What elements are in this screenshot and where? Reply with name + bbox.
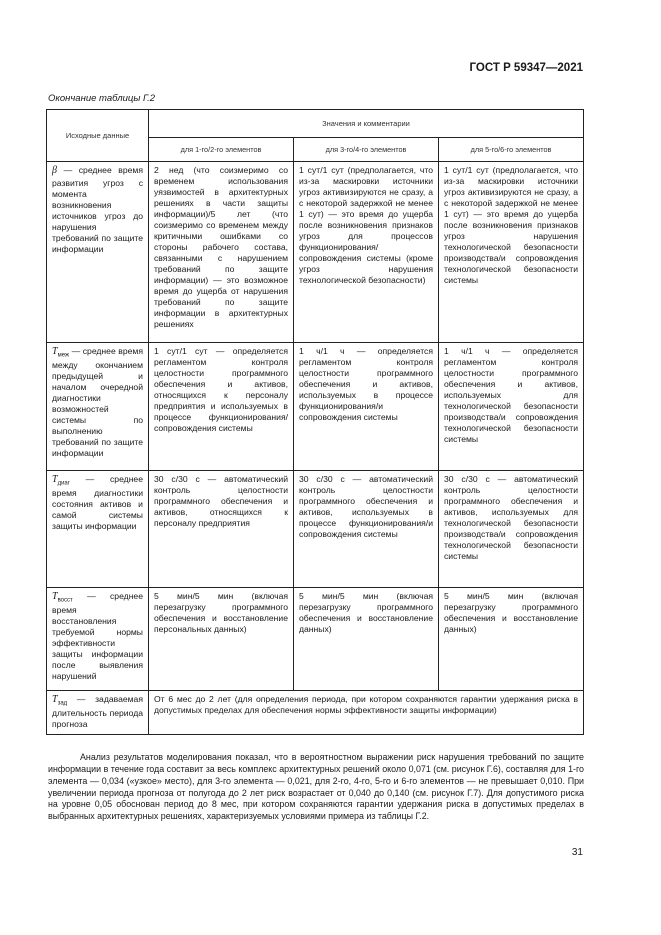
- table-row: [47, 471, 584, 588]
- table-row: [47, 588, 584, 691]
- table-row: [47, 343, 584, 471]
- subheader-col-2: для 3-го/4-го элементов: [294, 138, 439, 162]
- row-label-text: — задаваемая длительность периода прогноза: [52, 694, 143, 730]
- cell-col-3: 1 ч/1 ч — определяется регламентом контроля целостности программного обеспечения и активов, используемых для технологической безопасности производства/и сопровождения технологической безопасности системы: [439, 343, 584, 471]
- cell-col-2: 30 с/30 с — автоматический контроль целостности программного обеспечения и активов, используемых в процессе функционирования/и сопровождения системы: [294, 471, 439, 588]
- table-caption: Окончание таблицы Г.2: [48, 93, 156, 104]
- cell-col-1: 30 с/30 с — автоматический контроль целостности программного обеспечения и активов, относящихся к персоналу предприятия: [149, 471, 294, 588]
- cell-col-1: 1 сут/1 сут — определяется регламентом контроля целостности программного обеспечения и активов, относящихся к персоналу предприятия и используемых в процессе функционирования/сопровождения системы: [149, 343, 294, 471]
- row-symbol: T: [52, 346, 58, 357]
- row-symbol: T: [52, 694, 58, 705]
- row-symbol: T: [52, 474, 58, 485]
- row-symbol-sub: восст: [57, 597, 73, 604]
- row-label: [47, 343, 149, 471]
- row-label-text: — среднее время между окончанием предыдущей и началом очередной диагностики возможностей системы по выполнению требований по защите информации: [52, 346, 143, 459]
- standard-header: ГОСТ Р 59347—2021: [469, 62, 583, 74]
- parameters-table: [46, 109, 584, 735]
- cell-col-3: 5 мин/5 мин (включая перезагрузку программного обеспечения и восстановление данных): [439, 588, 584, 691]
- table-row-forecast-period: [47, 691, 584, 735]
- table-header-row: [47, 110, 584, 138]
- row-label-text: — среднее время восстановления требуемой нормы эффективности защиты информации после выявления нарушений: [52, 591, 143, 682]
- subheader-col-3: для 5-го/6-го элементов: [439, 138, 584, 162]
- row-symbol-sub: меж: [57, 352, 69, 359]
- row-symbol: β: [52, 165, 57, 176]
- subheader-col-1: для 1-го/2-го элементов: [149, 138, 294, 162]
- cell-col-1: 2 нед (что соизмеримо со временем использования уязвимостей в архитектурных решениях в части защиты информации)/5 лет (что соизмеримо со временем между критичными ошибками со стороны рабочего состава, связанными с нарушением требований по защите информации) — это возможное время до ущерба от нарушения требований по защите информации в архитектурных решениях: [149, 162, 294, 343]
- row-label: [47, 162, 149, 343]
- row-label-text: — среднее время диагностики состояния активов и самой системы защиты информации: [52, 474, 143, 532]
- row-symbol-sub: зад: [57, 700, 68, 707]
- cell-col-1: 5 мин/5 мин (включая перезагрузку программного обеспечения и восстановление персональных данных): [149, 588, 294, 691]
- cell-col-2: 5 мин/5 мин (включая перезагрузку программного обеспечения и восстановление данных): [294, 588, 439, 691]
- cell-col-2: 1 ч/1 ч — определяется регламентом контроля целостности программного обеспечения и активов, используемых в процессе функционирования/и сопровождения системы: [294, 343, 439, 471]
- cell-col-3: 30 с/30 с — автоматический контроль целостности программного обеспечения и активов, используемых для технологической безопасности производства/и сопровождения технологической безопасности системы: [439, 471, 584, 588]
- analysis-paragraph: Анализ результатов моделирования показал, что в вероятностном выражении риск нарушения требований по защите информации в течение года составит за весь комплекс архитектурных решений около 0,071 (см. рисунок Г.6), составляя для 1-го элемента — 0,034 («узкое» место), для 3-го элемента — 0,021, для 2-го, 4-го, 5-го и 6-го элементов — не превышает 0,010. При увеличении периода прогноза от полугода до 2 лет риск возрастает от 0,040 до 0,140 (см. рисунок Г.7). Для допустимого риска на уровне 0,05 обоснован период до 8 мес, при котором сохраняются гарантии удержания риска в допустимых пределах в выбранных архитектурных решениях, характеризуемых условиями примера из таблицы Г.2.: [48, 752, 584, 822]
- header-values: Значения и комментарии: [149, 110, 584, 138]
- cell-col-2: 1 сут/1 сут (предполагается, что из-за маскировки источники угроз активизируются не сразу, а с некоторой задержкой не менее 1 сут) — это время до ущерба после возникновения признаков угроз для процессов функционирования/сопровождения системы (кроме угроз нарушения технологической безопасности): [294, 162, 439, 343]
- row-label-text: — среднее время развития угроз с момента возникновения источников угроз до нарушения требований по защите информации: [52, 165, 143, 254]
- row-symbol: T: [52, 591, 58, 602]
- header-source-data: Исходные данные: [47, 110, 149, 162]
- table-row: [47, 162, 584, 343]
- row-label: [47, 471, 149, 588]
- row-label: [47, 588, 149, 691]
- cell-col-3: 1 сут/1 сут (предполагается, что из-за маскировки источники угроз активизируются не сразу, а с некоторой задержкой не менее 1 сут) — это время до ущерба после возникновения признаков угроз нарушения технологической безопасности производства/и сопровождения технологической безопасности системы: [439, 162, 584, 343]
- row-symbol-sub: диаг: [57, 480, 70, 487]
- row-label: [47, 691, 149, 735]
- page-number: 31: [571, 847, 583, 858]
- forecast-period-value: От 6 мес до 2 лет (для определения периода, при котором сохраняются гарантии удержания риска в допустимых пределах для обеспечения нормы эффективности защиты информации): [149, 691, 584, 735]
